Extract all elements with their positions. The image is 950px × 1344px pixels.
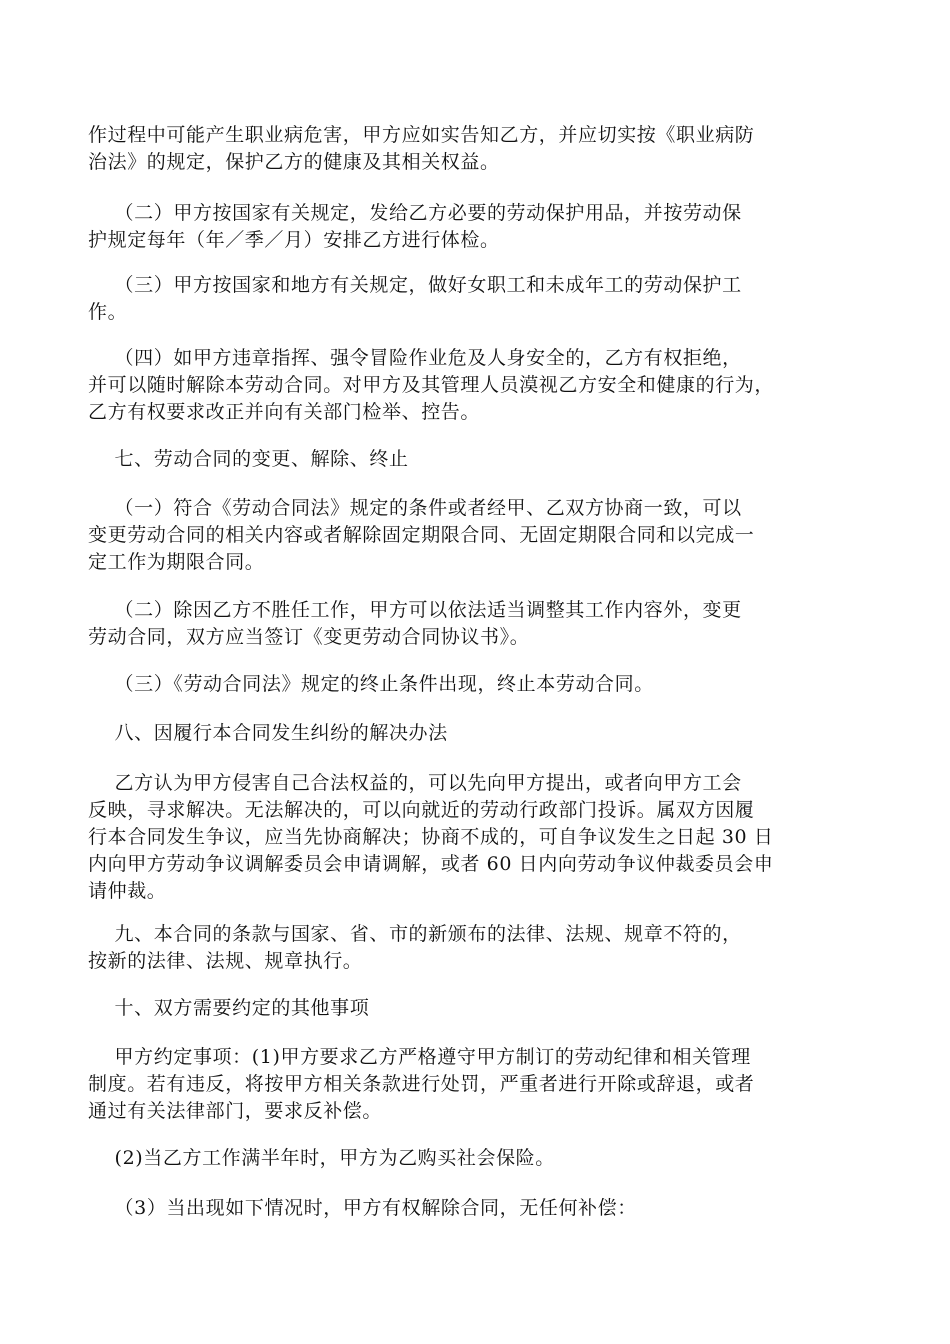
paragraph: （四）如甲方违章指挥、强令冒险作业危及人身安全的，乙方有权拒绝， 并可以随时解除本劳动合同。对甲方及其管理人员漠视乙方安全和健康的行为， 乙方有权要求改正并向有关部门检举、控告。 <box>88 347 775 423</box>
paragraph: （二）甲方按国家有关规定，发给乙方必要的劳动保护用品，并按劳动保 护规定每年（年／季／月）安排乙方进行体检。 <box>88 202 742 251</box>
paragraph: （3）当出现如下情况时，甲方有权解除合同，无任何补偿： <box>88 1197 637 1219</box>
paragraph: 作过程中可能产生职业病危害，甲方应如实告知乙方，并应切实按《职业病防 治法》的规定，保护乙方的健康及其相关权益。 <box>88 124 755 173</box>
paragraph: 乙方认为甲方侵害自己合法权益的，可以先向甲方提出，或者向甲方工会 反映，寻求解决。无法解决的，可以向就近的劳动行政部门投诉。属双方因履 行本合同发生争议，应当先协商解决；协商不成的，可自争议发生之日起 30 日 内向甲方劳动争议调解委员会申请调解，或者 60 日内向劳动争议仲裁委员会申 请仲裁。 <box>88 772 774 902</box>
section-heading: 八、因履行本合同发生纠纷的解决办法 <box>88 722 448 744</box>
paragraph: （三）《劳动合同法》规定的终止条件出现，终止本劳动合同。 <box>88 673 654 695</box>
section-heading: 十、双方需要约定的其他事项 <box>88 997 370 1019</box>
paragraph: （三）甲方按国家和地方有关规定，做好女职工和未成年工的劳动保护工 作。 <box>88 274 742 323</box>
paragraph: 甲方约定事项：(1)甲方要求乙方严格遵守甲方制订的劳动纪律和相关管理 制度。若有违反，将按甲方相关条款进行处罚，严重者进行开除或辞退，或者 通过有关法律部门，要求反补偿。 <box>88 1046 755 1122</box>
section-heading: 七、劳动合同的变更、解除、终止 <box>88 448 409 470</box>
paragraph: （二）除因乙方不胜任工作，甲方可以依法适当调整其工作内容外，变更 劳动合同，双方应当签订《变更劳动合同协议书》。 <box>88 599 742 648</box>
paragraph: (2)当乙方工作满半年时，甲方为乙购买社会保险。 <box>88 1147 555 1169</box>
paragraph: 九、本合同的条款与国家、省、市的新颁布的法律、法规、规章不符的， 按新的法律、法规、规章执行。 <box>88 923 742 972</box>
paragraph: （一）符合《劳动合同法》规定的条件或者经甲、乙双方协商一致，可以 变更劳动合同的相关内容或者解除固定期限合同、无固定期限合同和以完成一 定工作为期限合同。 <box>88 497 755 573</box>
